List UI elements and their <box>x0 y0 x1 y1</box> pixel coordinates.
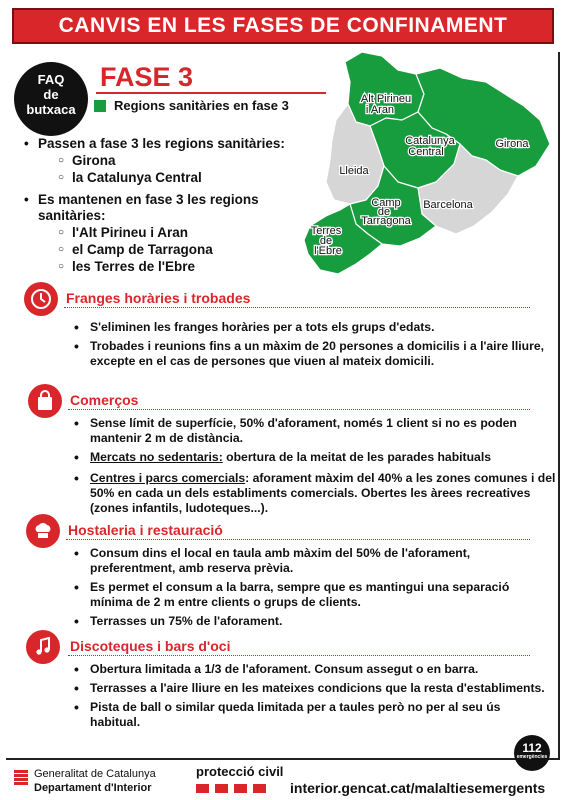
intro-item-text: Es mantenen en fase 3 les regions sanitàries: <box>38 192 259 223</box>
phase-title: FASE 3 <box>100 62 194 92</box>
section-divider <box>66 539 530 540</box>
list-item: • Pista de ball o similar queda limitada per a taules però no per al seu ús habitual. <box>74 700 552 730</box>
intro-item <box>24 192 294 275</box>
page-banner: CANVIS EN LES FASES DE CONFINAMENT <box>12 8 554 44</box>
catalonia-map <box>290 48 556 280</box>
list-item <box>74 450 558 465</box>
list-item: • Es permet el consum a la barra, sempre que es mantingui una separació mínima de 2 m entre clients o grups de clients. <box>74 580 544 610</box>
list-item: • S'eliminen les franges horàries per a tots els grups d'edats. <box>74 320 544 335</box>
list-item: • Terrasses un 75% de l'aforament. <box>74 614 544 629</box>
badge-number: 112 <box>522 741 542 755</box>
intro-sublist <box>38 152 294 186</box>
map-label-girona: Girona <box>495 138 529 150</box>
section-divider <box>64 307 530 308</box>
faq-badge <box>14 62 88 136</box>
legend-swatch-green <box>94 100 106 112</box>
list-item: • Consum dins el local en taula amb màxim del 50% de l'aforament, preferentment, amb reserva prèvia. <box>74 546 544 576</box>
map-label-camp-tarragona: Camp de Tarragona <box>361 197 411 227</box>
section-title-discoteques: Discoteques i bars d'oci <box>70 638 231 654</box>
map-label-lleida: Lleida <box>339 165 369 177</box>
website-link[interactable]: interior.gencat.cat/malaltiesemergents <box>290 780 546 796</box>
sub-item: ○ l'Alt Pirineu i Aran <box>58 224 294 241</box>
sub-item: ○ les Terres de l'Ebre <box>58 258 294 275</box>
list-item: • Obertura limitada a 1/3 de l'aforament. Consum assegut o en barra. <box>74 662 552 677</box>
generalitat-name: Generalitat de Catalunya <box>34 768 156 780</box>
intro-item-text: Passen a fase 3 les regions sanitàries: <box>38 136 285 151</box>
chef-hat-icon <box>26 514 60 548</box>
section-list-comercos <box>74 416 558 520</box>
section-list-discoteques <box>74 662 552 734</box>
list-item: • Trobades i reunions fins a un màxim de 20 persones a domicilis i a l'aire lliure, excepte en el cas de persones que viuen al mateix domicili. <box>74 339 544 369</box>
list-item-text: : aforament màxim del 40% a les zones comunes i del 50% en cada un dels establiments comercials. Obertes les àrees recreatives (zones infantils, ludoteques...). <box>90 471 556 515</box>
map-label-catalunya-central: Catalunya Central <box>405 135 455 158</box>
clock-icon <box>24 282 58 316</box>
intro-sublist <box>38 224 294 275</box>
map-legend <box>94 98 289 113</box>
section-divider <box>68 409 530 410</box>
map-label-barcelona: Barcelona <box>423 199 473 211</box>
proteccio-civil-logo-icon <box>196 784 266 793</box>
section-title-hostaleria: Hostaleria i restauració <box>68 522 223 538</box>
faq-line3: butxaca <box>26 102 76 117</box>
list-item: • Sense límit de superfície, 50% d'aforament, només 1 client si no es poden mantenir 2 m de distància. <box>74 416 558 446</box>
generalitat-logo-icon <box>14 770 28 785</box>
sub-item: ○ el Camp de Tarragona <box>58 241 294 258</box>
list-item-lead: Centres i parcs comercials <box>90 471 246 485</box>
list-item-lead: Mercats no sedentaris: <box>90 450 223 464</box>
faq-line2: de <box>43 87 59 102</box>
intro-item <box>24 136 294 186</box>
legend-label: Regions sanitàries en fase 3 <box>114 98 289 113</box>
section-title-comercos: Comerços <box>70 392 139 408</box>
proteccio-civil-title: protecció civil <box>196 764 284 779</box>
sub-item: ○ Girona <box>58 152 294 169</box>
department-name: Departament d'Interior <box>34 782 152 794</box>
section-list-hostaleria <box>74 546 544 633</box>
list-item <box>74 471 558 516</box>
music-note-icon <box>26 630 60 664</box>
badge-sub: emergències <box>516 754 548 760</box>
intro-list <box>24 136 294 275</box>
section-list-franges <box>74 320 544 373</box>
map-label-alt-pirineu: Alt Pirineu i Aran <box>360 93 412 116</box>
sub-item: ○ la Catalunya Central <box>58 169 294 186</box>
list-item: • Terrasses a l'aire lliure en les mateixes condicions que la resta d'establiments. <box>74 681 552 696</box>
shopping-bag-icon <box>28 384 62 418</box>
section-divider <box>68 655 530 656</box>
list-item-text: obertura de la meitat de les parades habituals <box>222 450 491 464</box>
map-label-terres-ebre: Terres de l'Ebre <box>310 225 342 257</box>
faq-line1: FAQ <box>37 72 65 87</box>
section-title-franges: Franges horàries i trobades <box>66 290 251 306</box>
footer <box>0 760 566 800</box>
